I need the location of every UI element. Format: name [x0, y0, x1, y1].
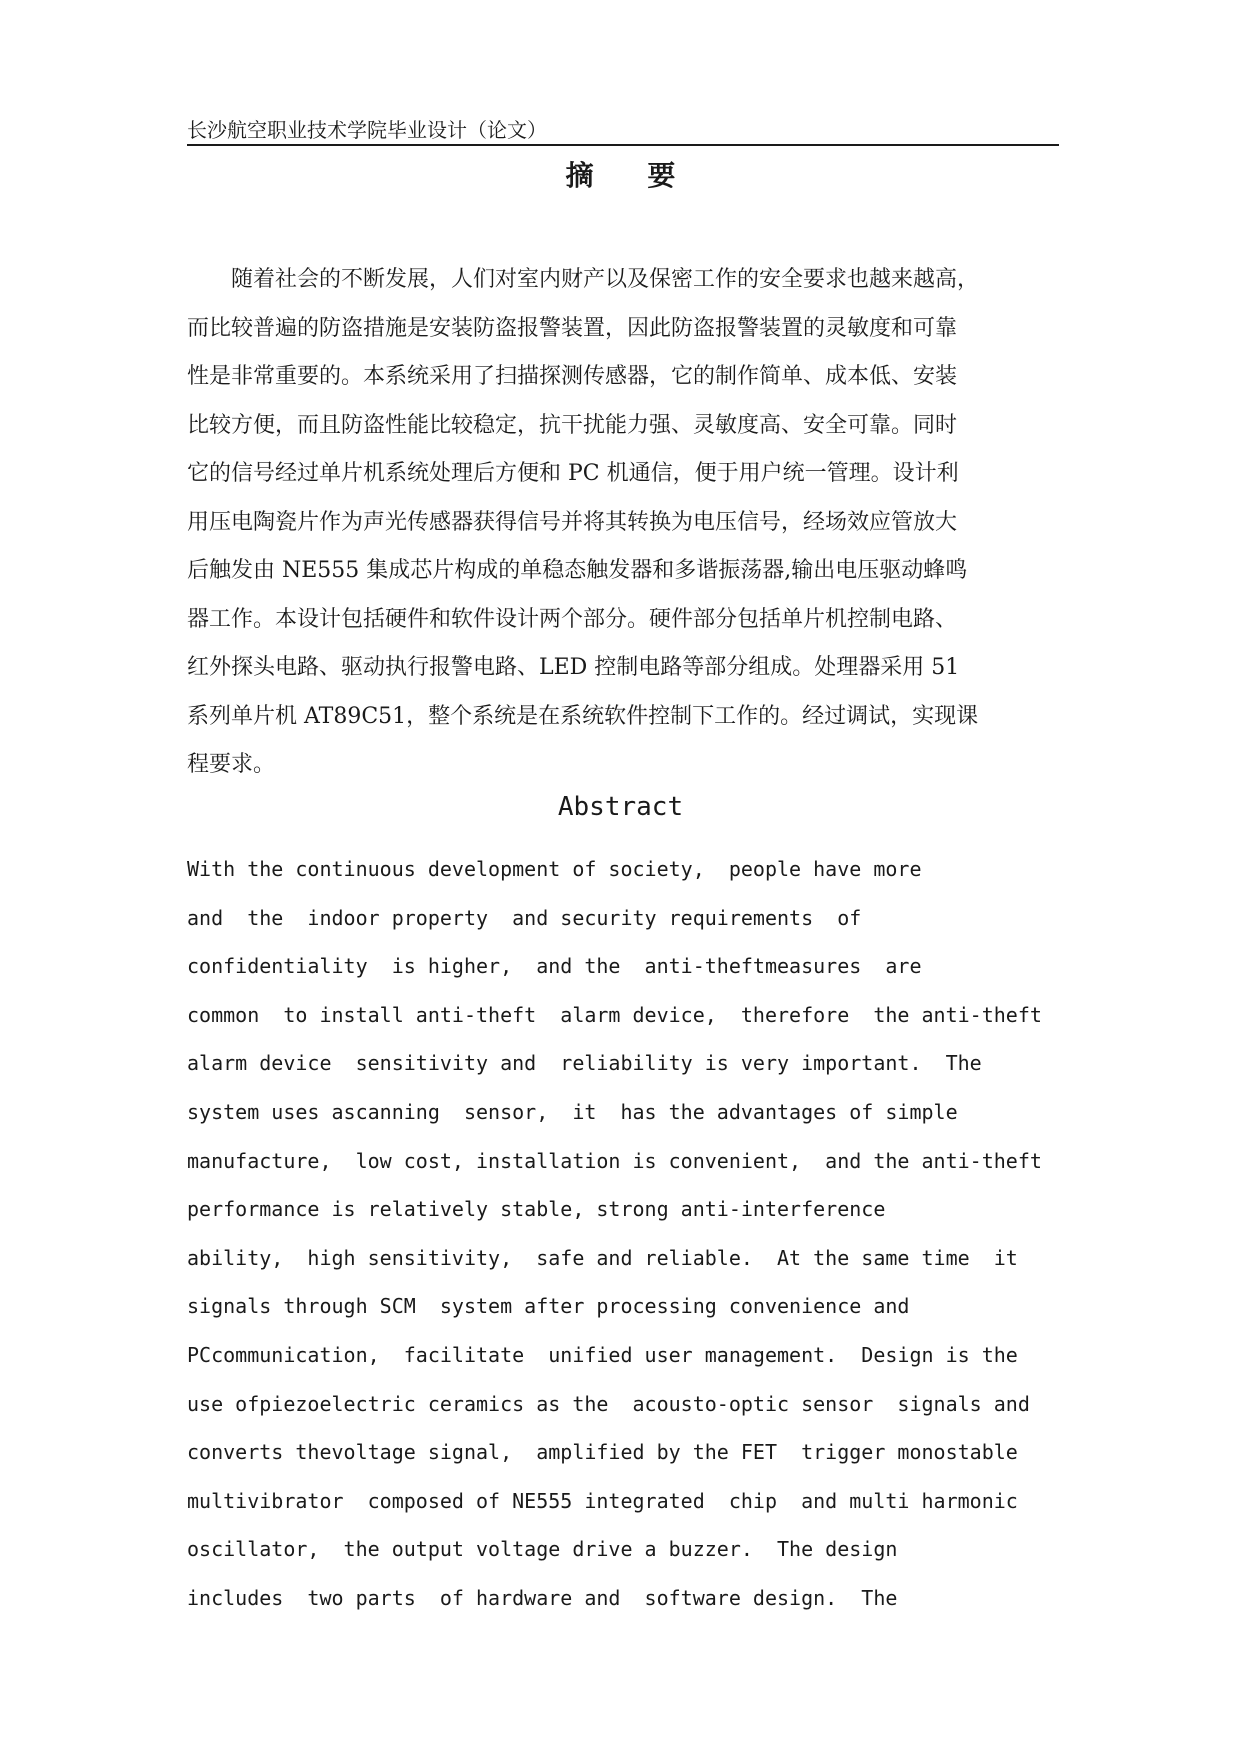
- paragraph-line: includes two parts of hardware and software design. The: [187, 1585, 898, 1610]
- paragraph-line: and the indoor property and security requirements of: [187, 905, 862, 930]
- paragraph-line: multivibrator composed of NE555 integrated chip and multi harmonic: [187, 1488, 1018, 1513]
- paragraph-line: PCcommunication, facilitate unified user management. Design is the: [187, 1342, 1018, 1367]
- paragraph-line: converts thevoltage signal, amplified by the FET trigger monostable: [187, 1440, 1018, 1465]
- paragraph-line: 后触发由 NE555 集成芯片构成的单稳态触发器和多谐振荡器,输出电压驱动蜂鸣: [187, 558, 968, 583]
- paragraph-line: 而比较普遍的防盗措施是安装防盗报警装置，因此防盗报警装置的灵敏度和可靠: [187, 315, 958, 341]
- page-header: 长沙航空职业技术学院毕业设计（论文）: [187, 116, 1059, 146]
- english-abstract-body: [187, 845, 1067, 1623]
- paragraph-line: alarm device sensitivity and reliability is very important. The: [187, 1051, 982, 1076]
- paragraph-line: 用压电陶瓷片作为声光传感器获得信号并将其转换为电压信号，经场效应管放大: [187, 509, 958, 535]
- paragraph-line: 系列单片机 AT89C51，整个系统是在系统软件控制下工作的。经过调试，实现课: [187, 703, 979, 729]
- paragraph-line: 性是非常重要的。本系统采用了扫描探测传感器，它的制作简单、成本低、安装: [187, 364, 958, 389]
- paragraph-line: 比较方便，而且防盗性能比较稳定，抗干扰能力强、灵敏度高、安全可靠。同时: [187, 412, 958, 438]
- paragraph-line: 它的信号经过单片机系统处理后方便和 PC 机通信，便于用户统一管理。设计利: [187, 461, 959, 486]
- paragraph-line: oscillator, the output voltage drive a buzzer. The design: [187, 1537, 898, 1562]
- paragraph-line: 随着社会的不断发展，人们对室内财产以及保密工作的安全要求也越来越高，: [231, 267, 980, 292]
- paragraph-line: 红外探头电路、驱动执行报警电路、LED 控制电路等部分组成。处理器采用 51: [187, 655, 960, 680]
- paragraph-line: manufacture, low cost, installation is convenient, and the anti-theft: [187, 1148, 1042, 1173]
- paragraph-line: use ofpiezoelectric ceramics as the acousto-optic sensor signals and: [187, 1391, 1030, 1416]
- english-abstract-title: Abstract: [557, 792, 684, 822]
- chinese-abstract-body: [187, 256, 1059, 790]
- paragraph-line: With the continuous development of society, people have more: [187, 857, 922, 881]
- paragraph-line: confidentiality is higher, and the anti-theftmeasures are: [187, 954, 922, 979]
- paragraph-line: performance is relatively stable, strong anti-interference: [187, 1197, 886, 1222]
- paragraph-line: 器工作。本设计包括硬件和软件设计两个部分。硬件部分包括单片机控制电路、: [187, 606, 958, 632]
- paragraph-line: system uses ascanning sensor, it has the advantages of simple: [187, 1099, 958, 1124]
- chinese-abstract-title: 摘 要: [565, 159, 698, 192]
- paragraph-line: 程要求。: [187, 752, 276, 777]
- paragraph-line: signals through SCM system after processing convenience and: [187, 1294, 910, 1319]
- paragraph-line: ability, high sensitivity, safe and reliable. At the same time it: [187, 1245, 1018, 1270]
- paragraph-line: common to install anti-theft alarm device, therefore the anti-theft: [187, 1002, 1042, 1027]
